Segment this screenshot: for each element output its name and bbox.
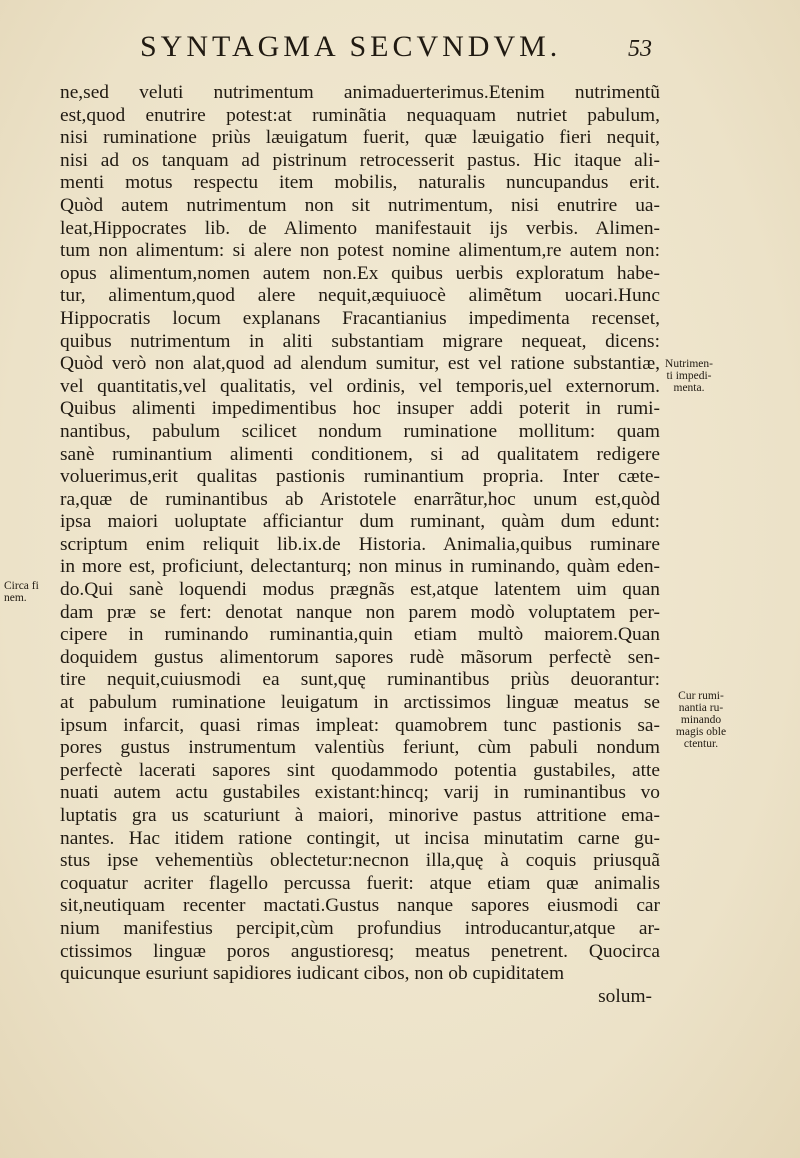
text-line: luptatis gra us scaturiunt à maiori, minorive pastus attritione ema-: [60, 805, 660, 826]
margin-note-line: minando: [680, 714, 722, 726]
margin-note-line: Cur rumi-: [678, 690, 724, 702]
text-line: perfectè lacerati sapores sint quodammodo potentia gustabiles, atte: [60, 759, 660, 781]
text-line: in more est, proficiunt, delectanturq; non minus in ruminando, quàm eden-: [60, 556, 660, 578]
text-line: dam præ se fert: denotat nanque non parem modò voluptatem per-: [60, 601, 660, 623]
text-line: opus alimentum,nomen autem non.Ex quibus uerbis exploratum habe-: [60, 262, 660, 284]
text-line: tire nequit,cuiusmodi ea sunt,quę ruminantibus priùs deuorantur:: [60, 669, 660, 691]
margin-note-line: nantia ru-: [678, 702, 724, 714]
text-line: ctissimos linguæ poros angustioresq; meatus penetrent. Quocirca: [60, 940, 660, 962]
text-line: doquidem gustus alimentorum sapores rudè mãsorum perfectè sen-: [60, 646, 660, 668]
text-line: tur, alimentum,quod alere nequit,æquiuocè alimẽtum uocari.Hunc: [60, 285, 660, 307]
text-line: Quòd verò non alat,quod ad alendum sumitur, est vel ratione substantiæ,: [60, 353, 660, 375]
margin-note-line: Circa fi: [4, 580, 39, 592]
margin-note-line: ti impedi-: [666, 370, 712, 382]
text-line: nisi ad os tanquam ad pistrinum retrocesserit pastus. Hic itaque ali-: [60, 149, 660, 171]
text-line: do.Qui sanè loquendi modus prægnãs est,atque latentem uim quan: [60, 579, 660, 601]
text-line: nantes. Hac itidem ratione contingit, ut incisa minutatim carne gu-: [60, 827, 660, 849]
main-text-block: [60, 82, 660, 1008]
text-line: quibus nutrimentum in aliti substantiam migrare nequeat, dicens:: [60, 330, 660, 352]
text-line: sit,neutiquam recenter mactati.Gustus nanque sapores eiusmodi car: [60, 895, 660, 917]
text-line: stus ipse vehementiùs oblectetur:necnon illa,quę à coquis priusquã: [60, 850, 660, 872]
margin-note-circa-finem: [4, 580, 56, 604]
margin-note-nutrimenti-impedimenta: [664, 358, 714, 394]
text-line: vel quantitatis,vel qualitatis, vel ordinis, vel temporis,uel externorum.: [60, 375, 660, 397]
text-line: nantibus, pabulum scilicet nondum ruminatione mollitum: quam: [60, 420, 660, 442]
text-line: ne,sed veluti nutrimentum animaduerterimus.Etenim nutrimentũ: [60, 82, 660, 103]
text-line: Quibus alimenti impedimentibus hoc insuper addi poterit in rumi-: [60, 398, 660, 420]
text-line: ipsum infarcit, quasi rimas impleat: quamobrem tunc pastionis sa-: [60, 714, 660, 736]
text-line: tum non alimentum: si alere non potest nomine alimentum,re autem non:: [60, 240, 660, 262]
text-line: voluerimus,erit qualitas pastionis ruminantium propria. Inter cæte-: [60, 466, 660, 488]
margin-note-line: Nutrimen-: [665, 358, 713, 370]
page-number: 53: [628, 36, 652, 62]
margin-note-line: magis oble: [675, 726, 727, 738]
margin-note-line: ctentur.: [683, 738, 719, 750]
text-line: cipere in ruminando ruminantia,quin etiam multò maiorem.Quan: [60, 624, 660, 646]
text-line: pores gustus instrumentum valentiùs feriunt, cùm pabuli nondum: [60, 737, 660, 759]
text-line: leat,Hippocrates lib. de Alimento manifestauit ijs verbis. Alimen-: [60, 217, 660, 239]
margin-note-cur-ruminantia: [662, 690, 740, 750]
text-line: Hippocratis locum explanans Fracantianius impedimenta recenset,: [60, 307, 660, 329]
text-line: menti motus respectu item mobilis, naturalis nuncupandus erit.: [60, 172, 660, 194]
text-line: nuati autem actu gustabiles existant:hincq; varij in ruminantibus vo: [60, 782, 660, 804]
running-head: SYNTAGMA SECVNDVM.: [140, 30, 562, 63]
text-line: coquatur acriter flagello percussa fuerit: atque etiam quæ animalis: [60, 872, 660, 894]
margin-note-line: nem.: [4, 592, 27, 604]
text-line: ipsa maiori uoluptate afficiantur dum ruminant, quàm dum edunt:: [60, 511, 660, 533]
text-line: at pabulum ruminatione leuigatum in arctissimos linguæ meatus se: [60, 692, 660, 714]
text-line: scriptum enim reliquit lib.ix.de Historia. Animalia,quibus ruminare: [60, 533, 660, 555]
text-line: est,quod enutrire potest:at ruminãtia nequaquam nutriet pabulum,: [60, 104, 660, 126]
catchword: solum-: [598, 985, 652, 1007]
text-line: quicunque esuriunt sapidiores iudicant cibos, non ob cupiditatem: [60, 963, 565, 985]
margin-note-line: menta.: [673, 382, 705, 394]
text-line: ra,quæ de ruminantibus ab Aristotele enarrãtur,hoc unum est,quòd: [60, 488, 660, 510]
text-line: nisi ruminatione priùs læuigatum fuerit, quæ læuigatio fieri nequit,: [60, 127, 660, 149]
text-line: nium manifestius percipit,cùm profundius introducantur,atque ar-: [60, 917, 660, 939]
text-line: Quòd autem nutrimentum non sit nutrimentum, nisi enutrire ua-: [60, 194, 660, 216]
text-line: sanè ruminantium alimenti conditionem, si ad qualitatem redigere: [60, 443, 660, 465]
